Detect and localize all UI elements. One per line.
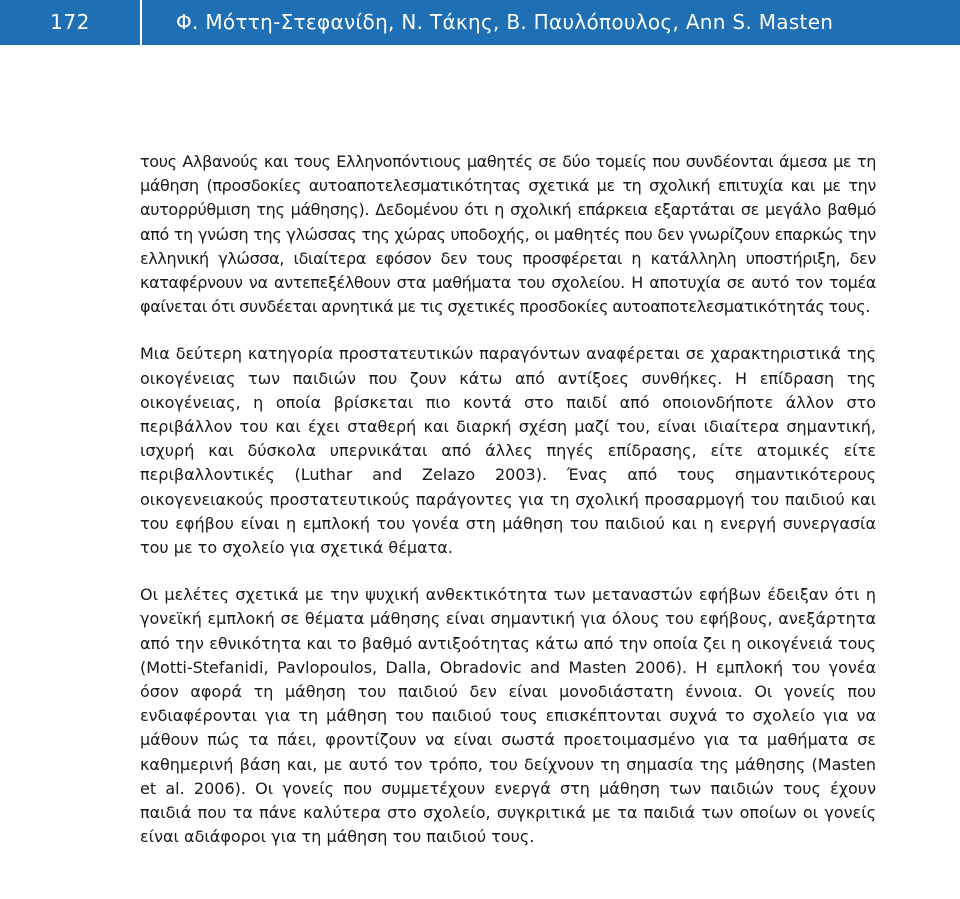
page-header [0,0,960,45]
page-number: 172 [50,10,90,34]
paragraph-1: τους Αλβανούς και τους Ελληνοπόντιους μαθητές σε δύο τομείς που συνδέονται άμεσα με τη μάθηση (προσδοκίες αυτοαποτελεσματικότητας σχετικά με τη σχολική επιτυχία και με την αυτορρύθμιση της μάθησης). Δεδομένου ότι η σχολική επάρκεια εξαρτάται σε μεγάλο βαθμό από τη γνώση της γλώσσας της χώρας υποδοχής, οι μαθητές που δεν γνωρίζουν επαρκώς την ελληνική γλώσσα, ιδιαίτερα εφόσον δεν τους προσφέρεται η κατάλληλη υποστήριξη, δεν καταφέρνουν να αντεπεξέλθουν στα μαθήματα του σχολείου. Η αποτυχία σε αυτό τον τομέα φαίνεται ότι συνδέεται αρνητικά με τις σχετικές προσδοκίες αυτοαποτελεσματικότητάς τους. [140,152,876,317]
paragraph-3: Οι μελέτες σχετικά με την ψυχική ανθεκτικότητα των μεταναστών εφήβων έδειξαν ότι η γονεϊκή εμπλοκή σε θέματα μάθησης είναι σημαντική για όλους του εφήβους, ανεξάρτητα από την εθνικότητα και το βαθμό αντιξοότητας κάτω από την οποία ζει η οικογένειά τους (Motti-Stefanidi, Pavlopoulos, Dalla, Obradovic and Masten 2006). Η εμπλοκή του γονέα όσον αφορά τη μάθηση του παιδιού δεν είναι μονοδιάστατη έννοια. Οι γονείς που ενδιαφέρονται για τη μάθηση του παιδιού τους επισκέπτονται συχνά το σχολείο για να μάθουν πώς τα πάει, φροντίζουν να είναι σωστά προετοιμασμένο για τα μαθήματα σε καθημερινή βάση και, με αυτό τον τρόπο, του δείχνουν τη σημασία της μάθησης (Masten et al. 2006). Οι γονείς που συμμετέχουν ενεργά στη μάθηση των παιδιών τους έχουν παιδιά που τα πάνε καλύτερα στο σχολείο, συγκριτικά με τα παιδιά των οποίων οι γονείς είναι αδιάφοροι για τη μάθηση του παιδιού τους. [140,585,876,847]
body-text [140,150,876,849]
header-divider [140,0,142,45]
running-head-authors: Φ. Μόττη-Στεφανίδη, Ν. Τάκης, Β. Παυλόπουλος, Ann S. Masten [176,10,834,34]
paragraph-2: Μια δεύτερη κατηγορία προστατευτικών παραγόντων αναφέρεται σε χαρακτηριστικά της οικογένειας των παιδιών που ζουν κάτω από αντίξοες συνθήκες. Η επίδραση της οικογένειας, η οποία βρίσκεται πιο κοντά στο παιδί από οποιονδήποτε άλλον στο περιβάλλον του και έχει σταθερή και διαρκή σχέση μαζί του, είναι ιδιαίτερα σημαντική, ισχυρή και δύσκολα υπερνικάται από άλλες πηγές επίδρασης, είτε ατομικές είτε περιβαλλοντικές (Luthar and Zelazo 2003). Ένας από τους σημαντικότερους οικογενειακούς προστατευτικούς παράγοντες για τη σχολική προσαρμογή του παιδιού και του εφήβου είναι η εμπλοκή του γονέα στη μάθηση του παιδιού και η ενεργή συνεργασία του με το σχολείο για σχετικά θέματα. [140,344,876,558]
